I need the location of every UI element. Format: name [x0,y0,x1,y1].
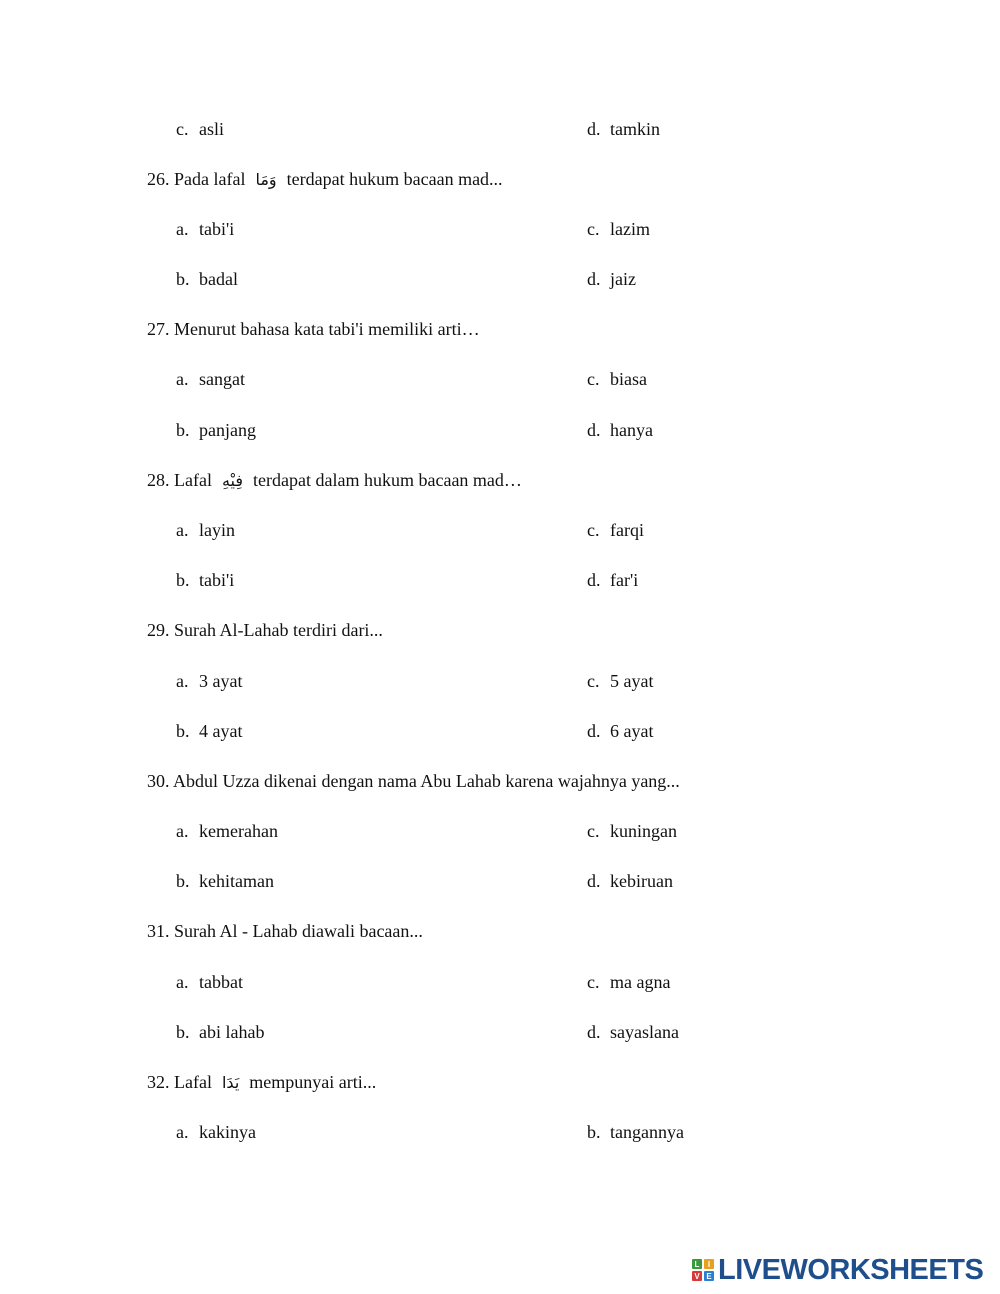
question-31-options-row-1 [0,967,1000,997]
option-d[interactable]: d. jaiz [587,269,636,289]
question-30-options-row-2 [0,866,1000,896]
question-28 [0,465,1000,495]
question-30-options-row-1 [0,816,1000,846]
option-c[interactable]: c. ma agna [587,972,671,992]
arabic-word: يَدَا [221,1073,240,1092]
question-32-text: 32. Lafal يَدَا mempunyai arti... [147,1067,376,1098]
question-31-options-row-2 [0,1017,1000,1047]
logo-mark-icon [692,1259,714,1281]
option-a[interactable]: a. kemerahan [176,821,278,841]
logo-mark-l: L [692,1259,702,1269]
option-a[interactable]: a. layin [176,520,235,540]
question-29-text: 29. Surah Al-Lahab terdiri dari... [147,620,383,640]
question-27-text: 27. Menurut bahasa kata tabi'i memiliki arti… [147,319,480,339]
question-27 [0,314,1000,344]
question-28-text: 28. Lafal فِيْهِ terdapat dalam hukum bacaan mad… [147,465,522,496]
question-31 [0,916,1000,946]
logo-mark-i: I [704,1259,714,1269]
option-b[interactable]: b. abi lahab [176,1022,265,1042]
question-26 [0,164,1000,194]
option-c[interactable]: c. biasa [587,369,647,389]
option-d[interactable]: d. kebiruan [587,871,673,891]
option-d[interactable]: d. far'i [587,570,639,590]
option-d[interactable]: d. tamkin [587,119,660,139]
logo-mark-e: E [704,1271,714,1281]
option-c[interactable]: c. kuningan [587,821,677,841]
option-d[interactable]: d. 6 ayat [587,721,654,741]
question-26-text: 26. Pada lafal وَمَا terdapat hukum bacaan mad... [147,164,503,195]
question-26-options-row-2 [0,264,1000,294]
logo-text: LIVEWORKSHEETS [718,1253,984,1286]
question-30 [0,766,1000,796]
option-a[interactable]: a. 3 ayat [176,671,243,691]
option-b[interactable]: b. tabi'i [176,570,235,590]
option-d[interactable]: d. hanya [587,420,653,440]
option-b[interactable]: b. panjang [176,420,256,440]
option-a[interactable]: a. tabi'i [176,219,235,239]
question-26-options-row-1 [0,214,1000,244]
arabic-word: فِيْهِ [221,471,244,490]
option-b[interactable]: b. 4 ayat [176,721,243,741]
question-32-options-row-1 [0,1117,1000,1147]
option-b[interactable]: b. badal [176,269,238,289]
option-c[interactable]: c. farqi [587,520,644,540]
question-31-text: 31. Surah Al - Lahab diawali bacaan... [147,921,423,941]
option-b[interactable]: b. tangannya [587,1122,684,1142]
question-30-text: 30. Abdul Uzza dikenai dengan nama Abu Lahab karena wajahnya yang... [147,771,680,791]
logo-mark-v: V [692,1271,702,1281]
option-d[interactable]: d. sayaslana [587,1022,679,1042]
question-28-options-row-2 [0,565,1000,595]
option-c[interactable]: c. asli [176,119,224,139]
option-b[interactable]: b. kehitaman [176,871,274,891]
question-29-options-row-1 [0,666,1000,696]
question-28-options-row-1 [0,515,1000,545]
question-27-options-row-1 [0,364,1000,394]
option-a[interactable]: a. sangat [176,369,245,389]
question-29-options-row-2 [0,716,1000,746]
liveworksheets-logo [692,1253,983,1287]
option-a[interactable]: a. kakinya [176,1122,256,1142]
option-a[interactable]: a. tabbat [176,972,243,992]
question-27-options-row-2 [0,415,1000,445]
question-32 [0,1067,1000,1097]
option-c[interactable]: c. 5 ayat [587,671,654,691]
question-29 [0,615,1000,645]
option-c[interactable]: c. lazim [587,219,650,239]
arabic-word: وَمَا [255,170,277,189]
question-25-options-row-1 [0,114,1000,144]
